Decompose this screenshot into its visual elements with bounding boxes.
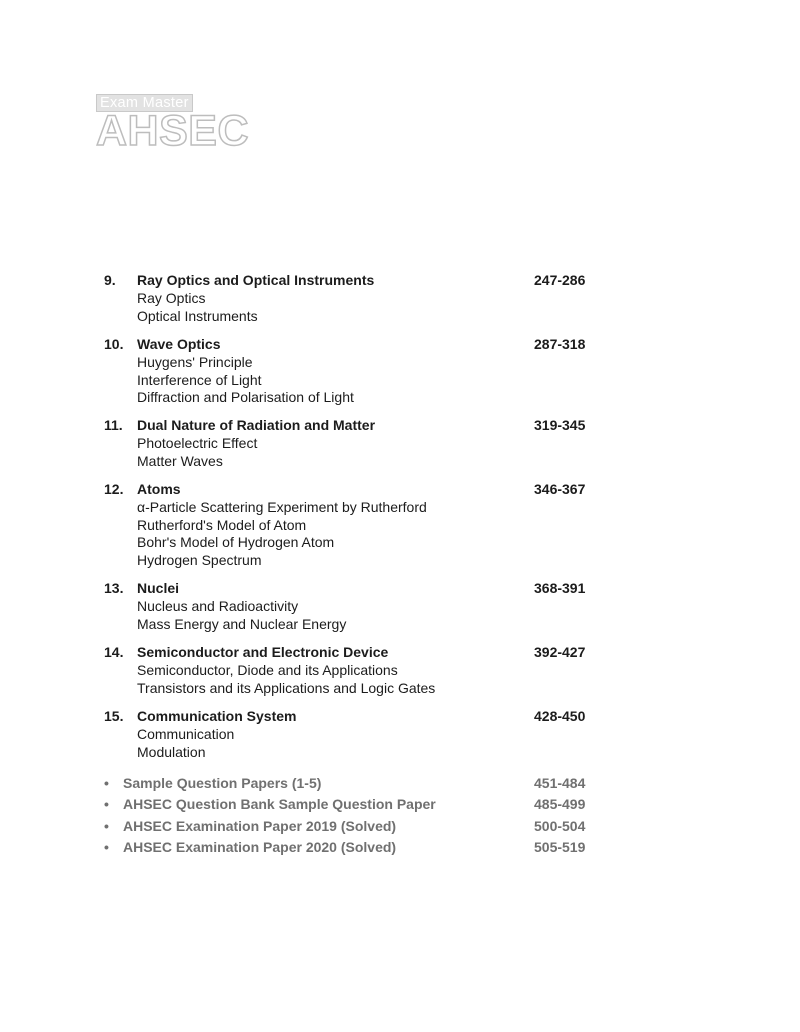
subtopic: Semiconductor, Diode and its Applications (137, 662, 398, 678)
subtopic: Huygens' Principle (137, 354, 253, 370)
chapter-pages: 319-345 (534, 417, 586, 433)
chapter-pages: 346-367 (534, 481, 586, 497)
watermark-line1: Exam Master (96, 94, 193, 112)
bullet-icon: • (104, 839, 109, 855)
subtopic-list (137, 290, 258, 325)
chapter-number: 13. (104, 580, 124, 596)
subtopic-list (137, 598, 346, 633)
subtopic: Communication (137, 726, 235, 742)
subtopic-list (137, 662, 435, 697)
chapter-number: 15. (104, 708, 124, 724)
chapter-title: Ray Optics and Optical Instruments (137, 272, 375, 288)
extra-item-title: Sample Question Papers (1-5) (123, 775, 322, 791)
chapter-title: Communication System (137, 708, 297, 724)
subtopic: Modulation (137, 743, 206, 760)
chapter-number: 12. (104, 481, 124, 497)
extra-item-title: AHSEC Examination Paper 2019 (Solved) (123, 818, 397, 834)
extra-item-pages: 451-484 (534, 775, 586, 791)
bullet-icon: • (104, 796, 109, 812)
extra-item-pages: 500-504 (534, 818, 586, 834)
chapter-pages: 392-427 (534, 644, 586, 660)
subtopic: Transistors and its Applications and Logic Gates (137, 679, 436, 696)
extra-item-pages: 485-499 (534, 796, 586, 812)
subtopic: Matter Waves (137, 452, 223, 469)
chapter-title: Dual Nature of Radiation and Matter (137, 417, 376, 433)
chapter-number: 10. (104, 336, 124, 352)
subtopic: Rutherford's Model of Atom (137, 516, 307, 533)
chapter-pages: 287-318 (534, 336, 586, 352)
bullet-icon: • (104, 775, 109, 791)
subtopic-list (137, 499, 427, 569)
subtopic: Mass Energy and Nuclear Energy (137, 615, 347, 632)
chapter-pages: 247-286 (534, 272, 586, 288)
subtopic: Hydrogen Spectrum (137, 551, 262, 568)
chapter-number: 9. (104, 272, 116, 288)
subtopic: Photoelectric Effect (137, 435, 258, 451)
chapter-pages: 428-450 (534, 708, 586, 724)
chapter-title: Semiconductor and Electronic Device (137, 644, 389, 660)
chapter-number: 14. (104, 644, 124, 660)
subtopic-list (137, 435, 257, 470)
subtopic: α-Particle Scattering Experiment by Rutherford (137, 499, 427, 515)
subtopic: Ray Optics (137, 290, 206, 306)
subtopic: Bohr's Model of Hydrogen Atom (137, 534, 335, 550)
extra-item-title: AHSEC Question Bank Sample Question Paper (123, 796, 436, 812)
chapter-title: Atoms (137, 481, 181, 497)
subtopic: Nucleus and Radioactivity (137, 598, 299, 614)
subtopic: Diffraction and Polarisation of Light (137, 389, 354, 405)
chapter-title: Wave Optics (137, 336, 221, 352)
extra-item-title: AHSEC Examination Paper 2020 (Solved) (123, 839, 397, 855)
watermark-line2: AHSEC (96, 107, 250, 155)
chapter-number: 11. (104, 417, 123, 433)
subtopic: Optical Instruments (137, 307, 258, 324)
chapter-title: Nuclei (137, 580, 180, 596)
subtopic-list (137, 354, 354, 407)
chapter-pages: 368-391 (534, 580, 586, 596)
extra-item-pages: 505-519 (534, 839, 586, 855)
subtopic-list (137, 726, 234, 761)
bullet-icon: • (104, 818, 109, 834)
watermark-logo (96, 94, 256, 156)
subtopic: Interference of Light (137, 371, 262, 388)
